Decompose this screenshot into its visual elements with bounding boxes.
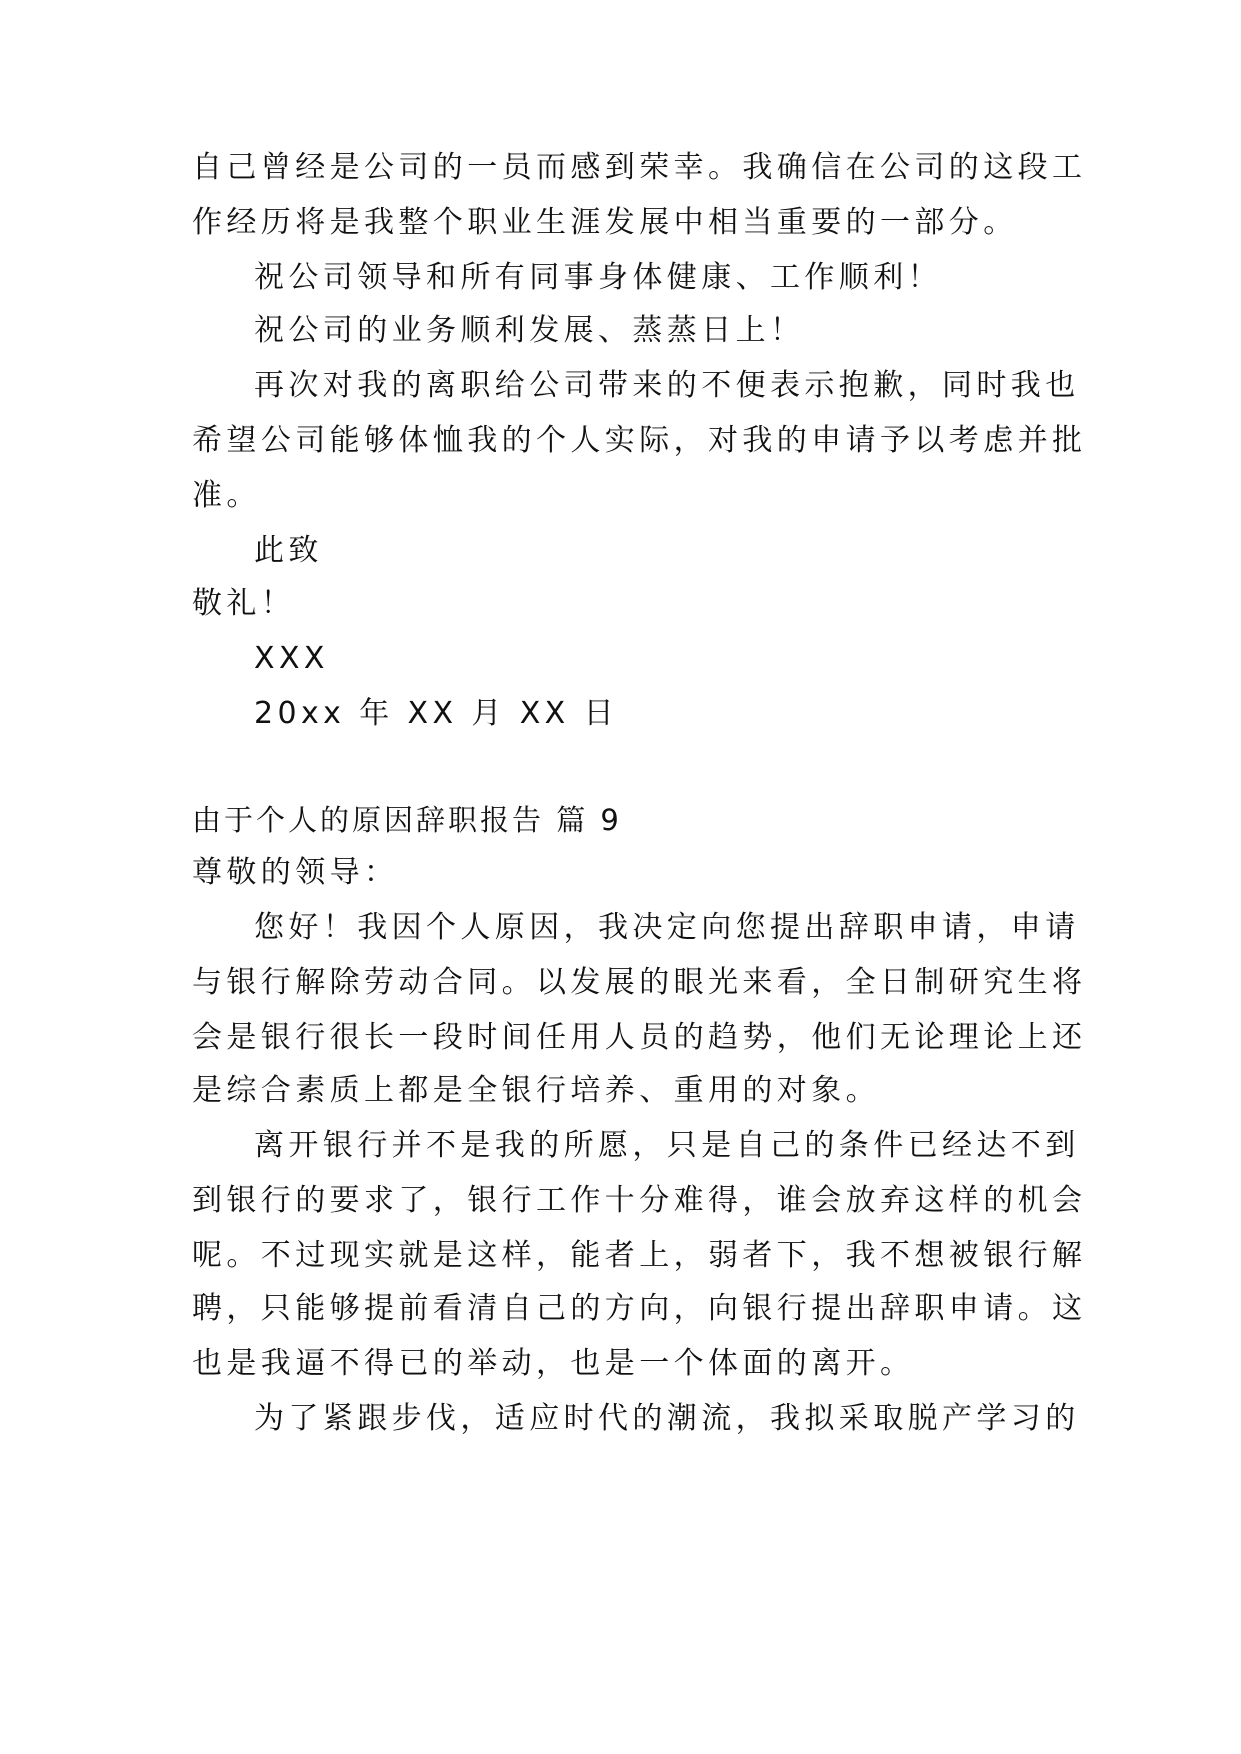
section-title: 由于个人的原因辞职报告 篇 9 bbox=[192, 803, 622, 837]
signature-name: XXX bbox=[254, 641, 329, 676]
apology-line-2: 希望公司能够体恤我的个人实际，对我的申请予以考虑并批 bbox=[192, 423, 1087, 458]
paragraph-3-line-1: 为了紧跟步伐，适应时代的潮流，我拟采取脱产学习的 bbox=[254, 1401, 1080, 1436]
closing-text: 此致 bbox=[254, 533, 323, 568]
continuation-line-1: 自己曾经是公司的一员而感到荣幸。我确信在公司的这段工 bbox=[192, 150, 1087, 185]
wish-business: 祝公司的业务顺利发展、蒸蒸日上！ bbox=[254, 313, 805, 348]
paragraph-1-line-4: 是综合素质上都是全银行培养、重用的对象。 bbox=[192, 1073, 880, 1108]
wish-health: 祝公司领导和所有同事身体健康、工作顺利！ bbox=[254, 260, 942, 295]
paragraph-1-line-2: 与银行解除劳动合同。以发展的眼光来看，全日制研究生将 bbox=[192, 965, 1087, 1000]
paragraph-1-line-3: 会是银行很长一段时间任用人员的趋势，他们无论理论上还 bbox=[192, 1020, 1087, 1055]
continuation-line-2: 作经历将是我整个职业生涯发展中相当重要的一部分。 bbox=[192, 205, 1018, 240]
greeting: 尊敬的领导： bbox=[192, 855, 399, 890]
apology-line-1: 再次对我的离职给公司带来的不便表示抱歉，同时我也 bbox=[254, 368, 1080, 403]
apology-line-3: 准。 bbox=[192, 478, 261, 513]
paragraph-2-line-1: 离开银行并不是我的所愿，只是自己的条件已经达不到 bbox=[254, 1128, 1080, 1163]
signature-date: 20xx 年 XX 月 XX 日 bbox=[254, 696, 618, 731]
salute-text: 敬礼！ bbox=[192, 586, 296, 621]
paragraph-2-line-2: 到银行的要求了，银行工作十分难得，谁会放弃这样的机会 bbox=[192, 1183, 1087, 1218]
paragraph-2-line-4: 聘，只能够提前看清自己的方向，向银行提出辞职申请。这 bbox=[192, 1291, 1087, 1326]
paragraph-1-line-1: 您好！我因个人原因，我决定向您提出辞职申请，申请 bbox=[254, 910, 1080, 945]
paragraph-2-line-5: 也是我逼不得已的举动，也是一个体面的离开。 bbox=[192, 1346, 915, 1381]
paragraph-2-line-3: 呢。不过现实就是这样，能者上，弱者下，我不想被银行解 bbox=[192, 1238, 1087, 1273]
